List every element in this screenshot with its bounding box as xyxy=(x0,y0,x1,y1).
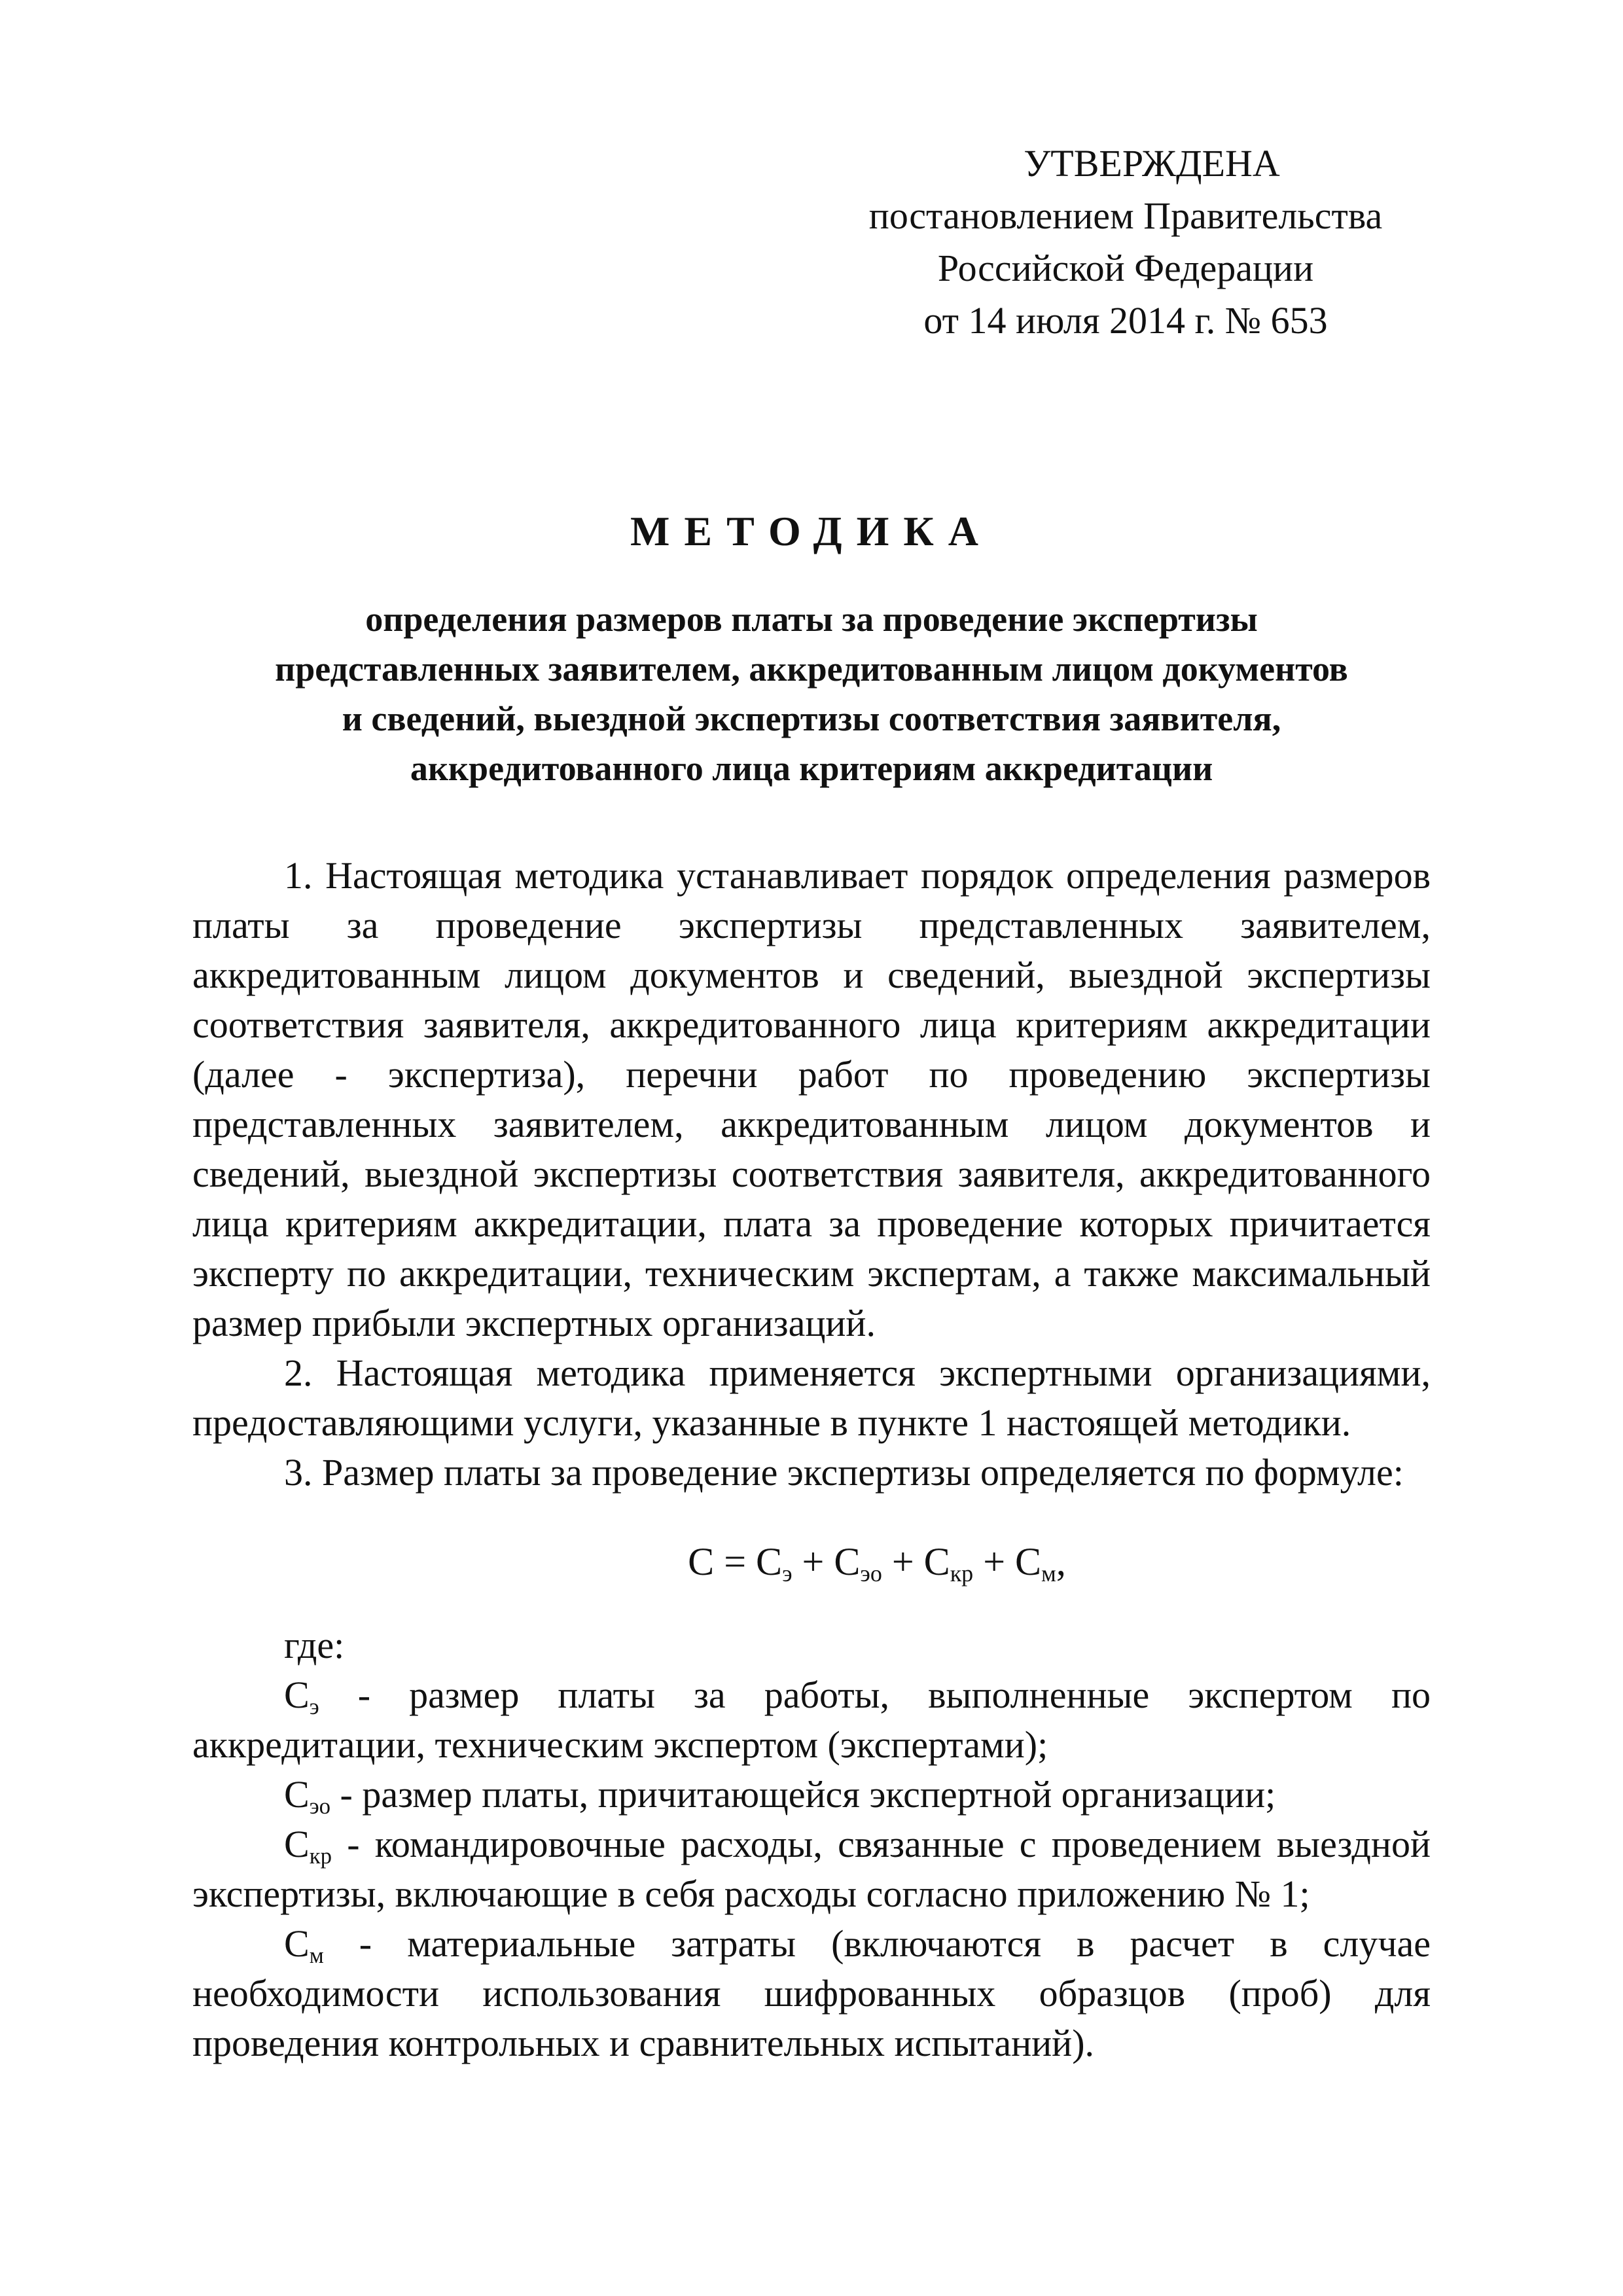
formula-part: + С xyxy=(973,1540,1042,1583)
def-text: - командировочные расходы, связанные с проведением выездной экспертизы, включающие в себя расходы согласно приложению № 1; xyxy=(192,1823,1431,1915)
formula-subscript: э xyxy=(782,1560,793,1587)
def-subscript: эо xyxy=(309,1793,331,1819)
document-title: МЕТОДИКА xyxy=(630,508,993,554)
formula-part: + С xyxy=(882,1540,950,1583)
paragraph-2: 2. Настоящая методика применяется экспертными организациями, предоставляющими услуги, указанные в пункте 1 настоящей методики. xyxy=(192,1352,1431,1444)
formula-part: + С xyxy=(792,1540,861,1583)
approval-block xyxy=(812,137,1440,347)
approval-status: УТВЕРЖДЕНА xyxy=(1024,142,1280,185)
def-text: - размер платы за работы, выполненные экспертом по аккредитации, техническим экспертом (экспертами); xyxy=(192,1674,1431,1766)
subtitle-line: и сведений, выездной экспертизы соответствия заявителя, xyxy=(342,699,1281,738)
def-text: - материальные затраты (включаются в расчет в случае необходимости использования шифрованных образцов (проб) для проведения контрольных и сравнительных испытаний). xyxy=(192,1922,1431,2064)
def-symbol: С xyxy=(284,1823,310,1865)
def-text: - размер платы, причитающейся экспертной организации; xyxy=(330,1773,1276,1816)
definition-ckr xyxy=(192,1820,1431,1919)
def-subscript: кр xyxy=(309,1843,332,1869)
approval-country: Российской Федерации xyxy=(937,247,1314,289)
def-symbol: С xyxy=(284,1674,310,1716)
formula-subscript: м xyxy=(1041,1560,1056,1587)
formula-part: , xyxy=(1056,1540,1066,1583)
def-symbol: С xyxy=(284,1922,310,1965)
approval-authority: постановлением Правительства xyxy=(868,194,1383,237)
document-body xyxy=(192,851,1431,2068)
where-label: где: xyxy=(284,1624,345,1666)
subtitle-line: представленных заявителем, аккредитованным лицом документов xyxy=(275,649,1348,689)
formula-subscript: эо xyxy=(860,1560,882,1587)
title-block xyxy=(190,505,1433,793)
def-subscript: м xyxy=(309,1943,324,1968)
paragraph-3: 3. Размер платы за проведение экспертизы определяется по формуле: xyxy=(284,1451,1404,1494)
paragraph-1: 1. Настоящая методика устанавливает порядок определения размеров платы за проведение экспертизы представленных заявителем, аккредитованным лицом документов и сведений, выездной экспертизы соответствия заявителя, аккредитованного лица критериям аккредитации (далее - экспертиза), перечни работ по проведению экспертизы представленных заявителем, аккредитованным лицом документов и сведений, выездной экспертизы соответствия заявителя, аккредитованного лица критериям аккредитации, плата за проведение которых причитается эксперту по аккредитации, техническим экспертам, а также максимальный размер прибыли экспертных организаций. xyxy=(192,854,1431,1344)
def-subscript: э xyxy=(309,1694,319,1719)
subtitle-line: определения размеров платы за проведение экспертизы xyxy=(365,600,1258,639)
definition-ceo xyxy=(192,1770,1431,1820)
document-subtitle xyxy=(190,594,1433,793)
def-symbol: С xyxy=(284,1773,310,1816)
formula-part: С = С xyxy=(688,1540,783,1583)
formula-subscript: кр xyxy=(950,1560,974,1587)
subtitle-line: аккредитованного лица критериям аккредитации xyxy=(410,749,1213,788)
definition-cm xyxy=(192,1919,1431,2068)
definition-ce xyxy=(192,1670,1431,1770)
approval-date-number: от 14 июля 2014 г. № 653 xyxy=(923,299,1328,342)
cost-formula xyxy=(323,1535,1431,1588)
